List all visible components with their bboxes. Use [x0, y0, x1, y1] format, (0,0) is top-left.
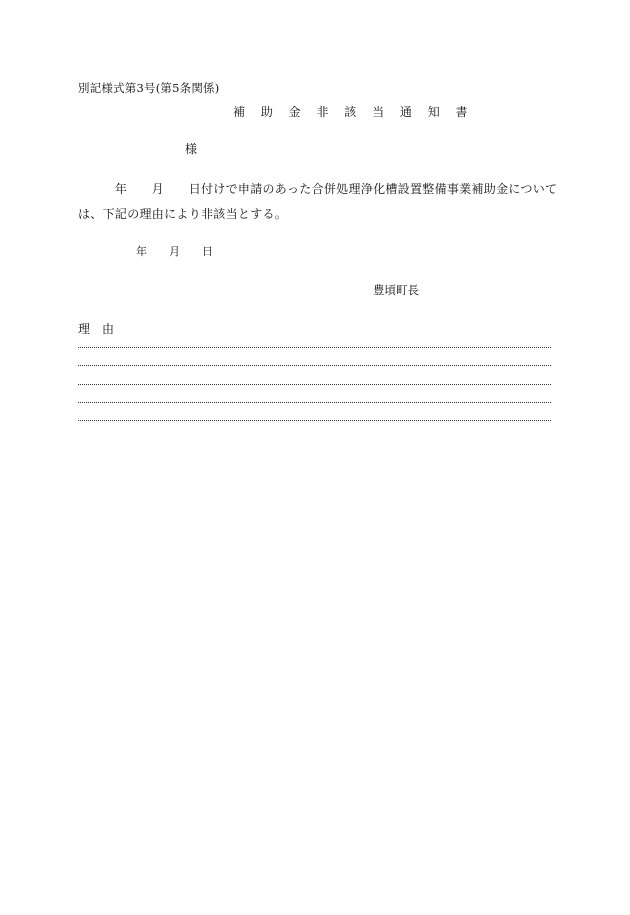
document-title: 補 助 金 非 該 当 通 知 書 — [233, 105, 474, 119]
body-text-line-2: は、下記の理由により非該当とする。 — [78, 207, 288, 221]
reason-entry-line — [78, 402, 551, 403]
body-text-line-1: 年 月 日付けで申請のあった合併処理浄化槽設置整備事業補助金について — [78, 182, 558, 196]
sender-name: 豊頃町長 — [373, 283, 419, 297]
form-reference: 別記様式第3号(第5条関係) — [78, 81, 220, 95]
addressee-suffix: 様 — [185, 142, 198, 156]
issue-date: 年 月 日 — [136, 245, 213, 258]
reason-label: 理 由 — [78, 322, 115, 336]
reason-entry-line — [78, 420, 551, 421]
reason-entry-line — [78, 365, 551, 366]
reason-entry-line — [78, 347, 551, 348]
reason-entry-line — [78, 384, 551, 385]
